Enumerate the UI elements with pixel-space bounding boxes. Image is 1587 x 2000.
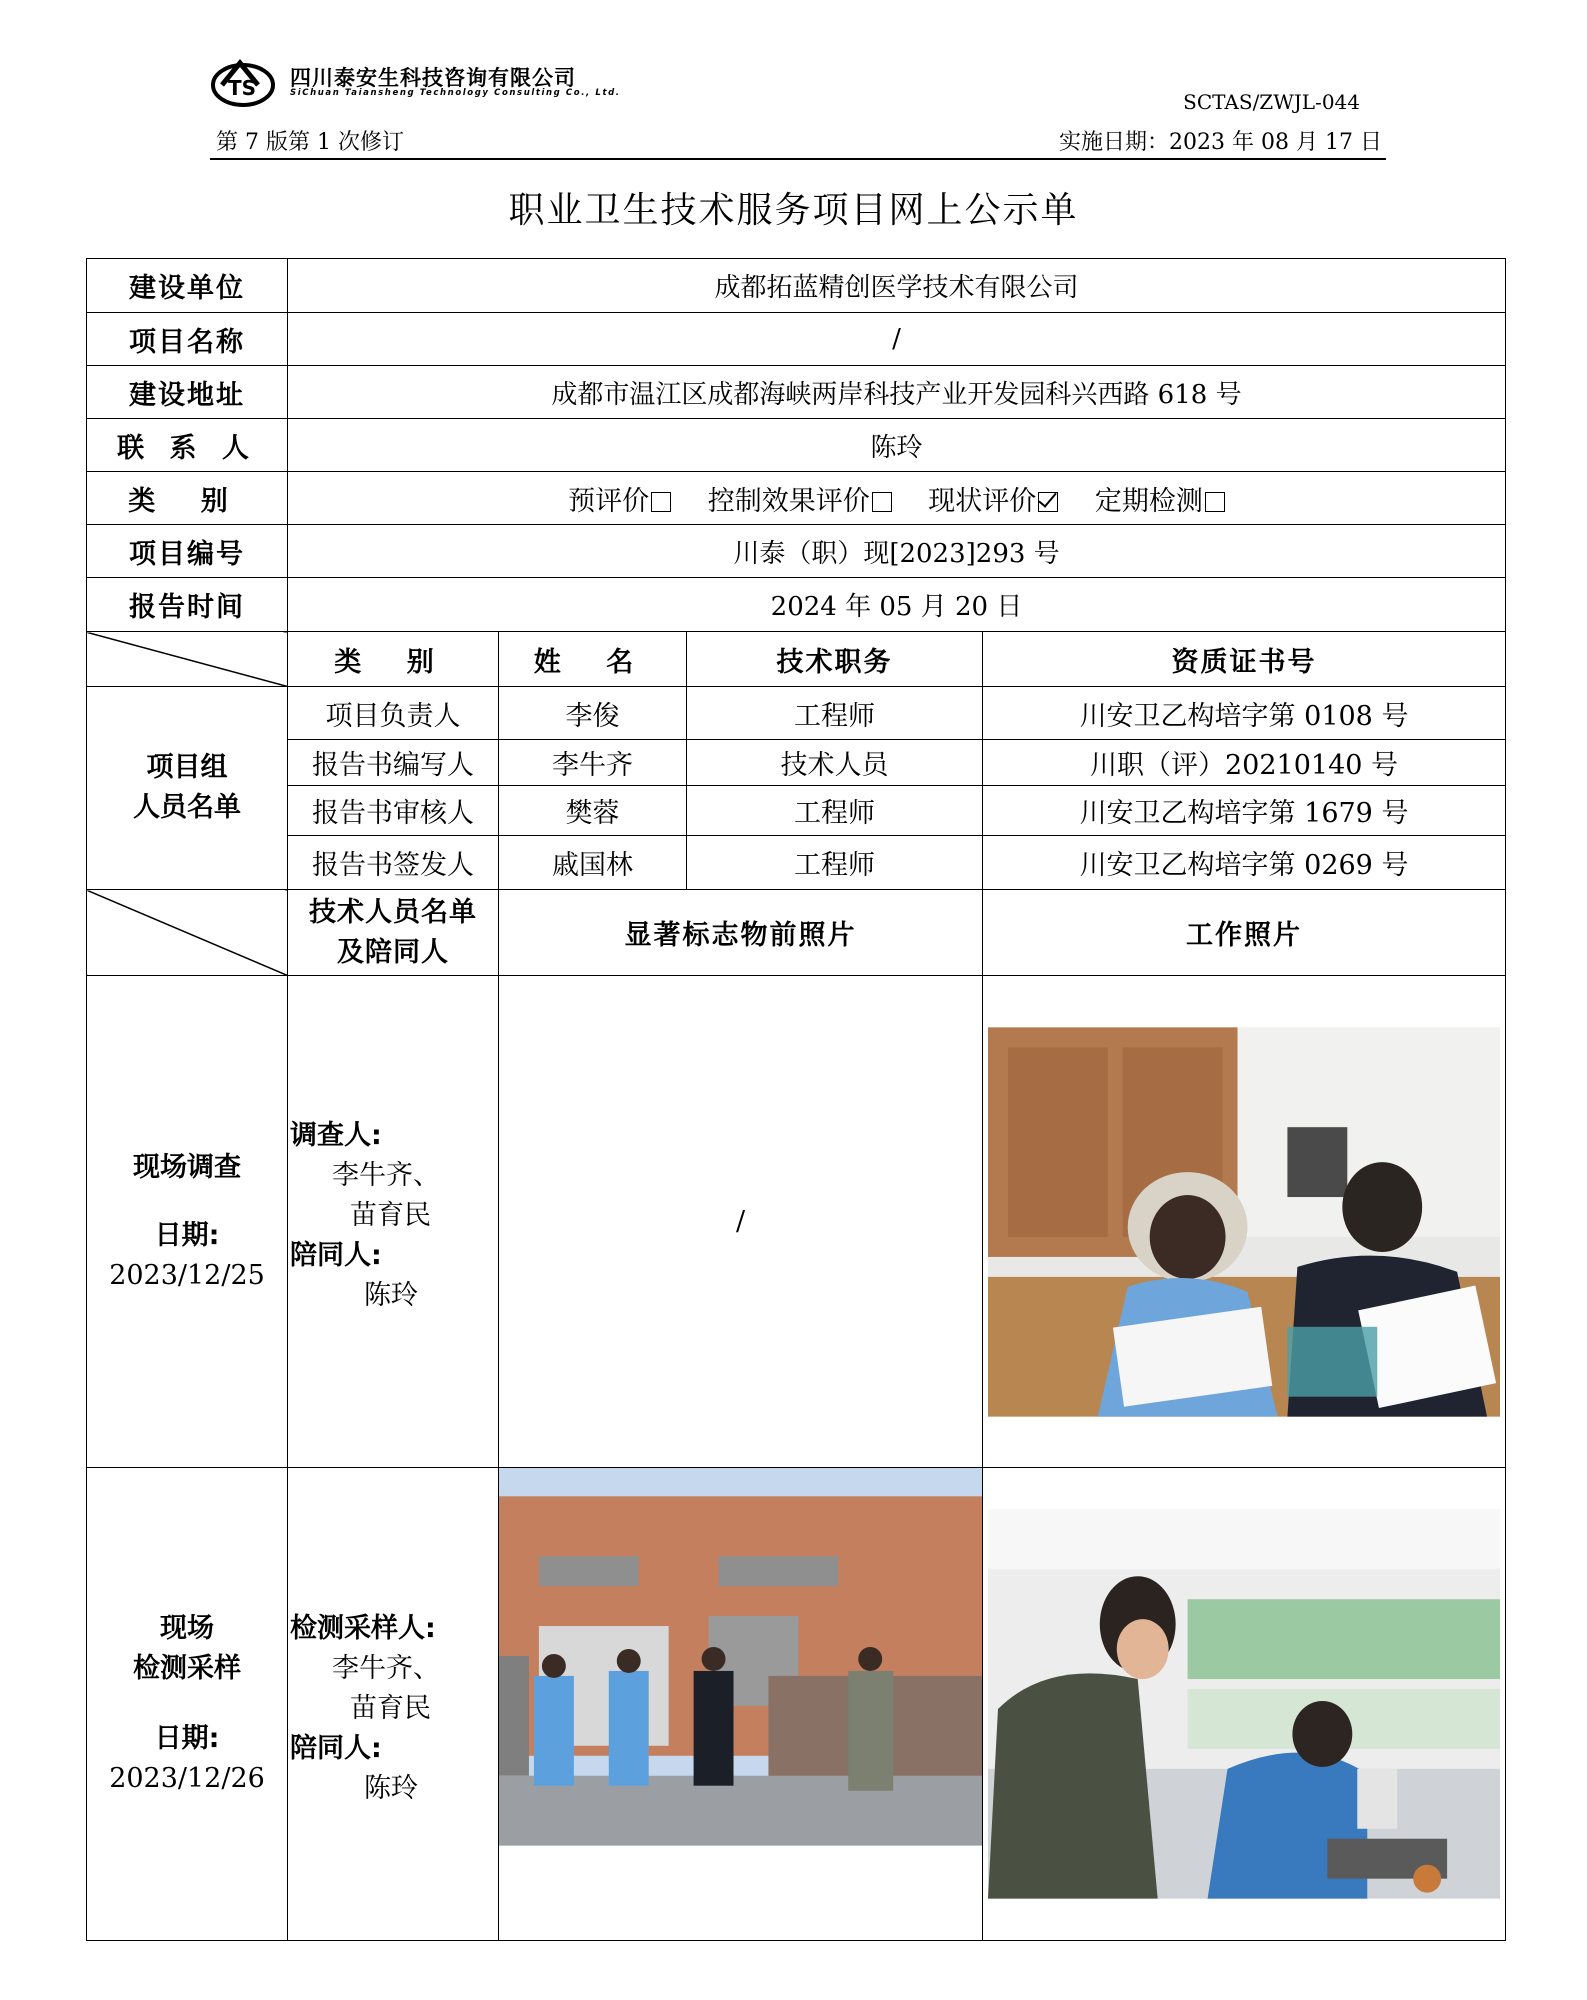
landmark-photo-header: 显著标志物前照片 (499, 890, 983, 976)
sampling-side (87, 1468, 288, 1941)
row-project-name (87, 313, 1506, 366)
svg-text:TS: TS (228, 76, 257, 100)
sampling-date: 2023/12/26 (109, 1763, 265, 1794)
survey-staff (288, 976, 499, 1468)
row-address (87, 366, 1506, 419)
work-photo-header: 工作照片 (983, 890, 1506, 976)
address-label: 建设地址 (87, 366, 288, 419)
diagonal-cell (87, 632, 288, 687)
row-site-survey (87, 976, 1506, 1468)
member-title: 工程师 (687, 687, 983, 740)
contact-value: 陈玲 (288, 419, 1506, 472)
row-photos-header (87, 890, 1506, 976)
member-cert: 川安卫乙构培字第 1679 号 (983, 786, 1506, 836)
survey-landmark-photo: / (499, 976, 983, 1468)
staff-header (288, 890, 499, 976)
category-pre-evaluation[interactable] (568, 486, 671, 517)
project-no-label: 项目编号 (87, 525, 288, 578)
companion-label: 陪同人: (290, 1733, 382, 1764)
sampling-date-label: 日期: (154, 1723, 220, 1754)
category-control-effect[interactable] (708, 486, 892, 517)
member-role: 项目负责人 (288, 687, 499, 740)
survey-work-photo (988, 1027, 1500, 1417)
category-options (288, 472, 1506, 525)
category-periodic-test[interactable] (1095, 486, 1225, 517)
team-side-label-line2: 人员名单 (133, 792, 241, 823)
category-label-status: 现状评价 (928, 485, 1037, 517)
category-label-pre: 预评价 (568, 485, 650, 517)
team-side-label (87, 687, 288, 890)
member-cert: 川职（评）20210140 号 (983, 740, 1506, 786)
team-header-name: 姓 名 (499, 632, 687, 687)
member-title: 工程师 (687, 836, 983, 890)
builder-value: 成都拓蓝精创医学技术有限公司 (288, 259, 1506, 313)
document-code: SCTAS/ZWJL-044 (1183, 90, 1360, 114)
team-header-role: 类 别 (288, 632, 499, 687)
implementation-date: 实施日期：2023 年 08 月 17 日 (1059, 130, 1382, 155)
category-label-periodic: 定期检测 (1094, 485, 1203, 517)
member-role: 报告书签发人 (288, 836, 499, 890)
staff-header-line1: 技术人员名单 (309, 896, 477, 928)
sampler-name: 苗育民 (350, 1693, 431, 1724)
survey-date-label: 日期: (154, 1219, 220, 1251)
company-name-cn: 四川泰安生科技咨询有限公司 (290, 66, 576, 90)
member-name: 戚国林 (499, 836, 687, 890)
header-divider (210, 158, 1386, 160)
team-header-cert: 资质证书号 (983, 632, 1506, 687)
page-title: 职业卫生技术服务项目网上公示单 (508, 190, 1079, 231)
publicity-form (86, 258, 1506, 1941)
diagonal-cell (87, 890, 288, 976)
row-category (87, 472, 1506, 525)
survey-date: 2023/12/25 (109, 1259, 265, 1291)
row-contact (87, 419, 1506, 472)
report-time-value: 2024 年 05 月 20 日 (288, 578, 1506, 632)
company-name-en: SiChuan Taiansheng Technology Consulting Co., Ltd. (290, 88, 621, 98)
sampler-label: 检测采样人: (290, 1613, 436, 1644)
member-role: 报告书编写人 (288, 740, 499, 786)
contact-label: 联 系 人 (87, 419, 288, 472)
sampling-label-line1: 现场 (160, 1613, 214, 1644)
survey-work-photo-cell (983, 976, 1506, 1468)
member-cert: 川安卫乙构培字第 0269 号 (983, 836, 1506, 890)
checkbox-status-evaluation[interactable] (1038, 492, 1058, 512)
sampling-staff (288, 1468, 499, 1941)
member-cert: 川安卫乙构培字第 0108 号 (983, 687, 1506, 740)
sampling-work-photo-cell (983, 1468, 1506, 1941)
row-report-time (87, 578, 1506, 632)
row-site-sampling (87, 1468, 1506, 1941)
companion-name: 陈玲 (364, 1279, 418, 1311)
row-project-no (87, 525, 1506, 578)
company-logo (210, 55, 280, 110)
member-title: 技术人员 (687, 740, 983, 786)
member-name: 樊蓉 (499, 786, 687, 836)
project-name-value: / (288, 313, 1506, 366)
checkbox-control-effect[interactable] (872, 492, 892, 512)
builder-label: 建设单位 (87, 259, 288, 313)
investigator-name: 李牛齐、 (332, 1159, 440, 1191)
team-header-title: 技术职务 (687, 632, 983, 687)
row-builder (87, 259, 1506, 313)
project-name-label: 项目名称 (87, 313, 288, 366)
investigator-name: 苗育民 (350, 1199, 431, 1231)
sampling-work-photo (988, 1509, 1500, 1899)
checkbox-periodic-test[interactable] (1205, 492, 1225, 512)
category-label-control: 控制效果评价 (707, 485, 870, 517)
table-row (87, 836, 1506, 890)
address-value: 成都市温江区成都海峡两岸科技产业开发园科兴西路 618 号 (288, 366, 1506, 419)
companion-name: 陈玲 (364, 1773, 418, 1804)
companion-label: 陪同人: (290, 1239, 382, 1271)
table-row (87, 786, 1506, 836)
sampler-name: 李牛齐、 (332, 1653, 440, 1684)
row-team-header (87, 632, 1506, 687)
team-side-label-line1: 项目组 (146, 752, 228, 783)
project-no-value: 川泰（职）现[2023]293 号 (288, 525, 1506, 578)
sampling-landmark-photo (499, 1468, 982, 1847)
table-row (87, 687, 1506, 740)
member-title: 工程师 (687, 786, 983, 836)
investigator-label: 调查人: (290, 1119, 382, 1151)
category-status-evaluation[interactable] (928, 486, 1058, 517)
sampling-label-line2: 检测采样 (133, 1653, 241, 1684)
version-label: 第 7 版第 1 次修订 (216, 130, 404, 155)
member-role: 报告书审核人 (288, 786, 499, 836)
staff-header-line2: 及陪同人 (337, 936, 449, 968)
member-name: 李牛齐 (499, 740, 687, 786)
sampling-landmark-photo-cell (499, 1468, 983, 1941)
category-label: 类 别 (87, 472, 288, 525)
report-time-label: 报告时间 (87, 578, 288, 632)
checkbox-pre-evaluation[interactable] (651, 492, 671, 512)
table-row (87, 740, 1506, 786)
survey-label: 现场调查 (133, 1151, 241, 1183)
survey-side (87, 976, 288, 1468)
member-name: 李俊 (499, 687, 687, 740)
